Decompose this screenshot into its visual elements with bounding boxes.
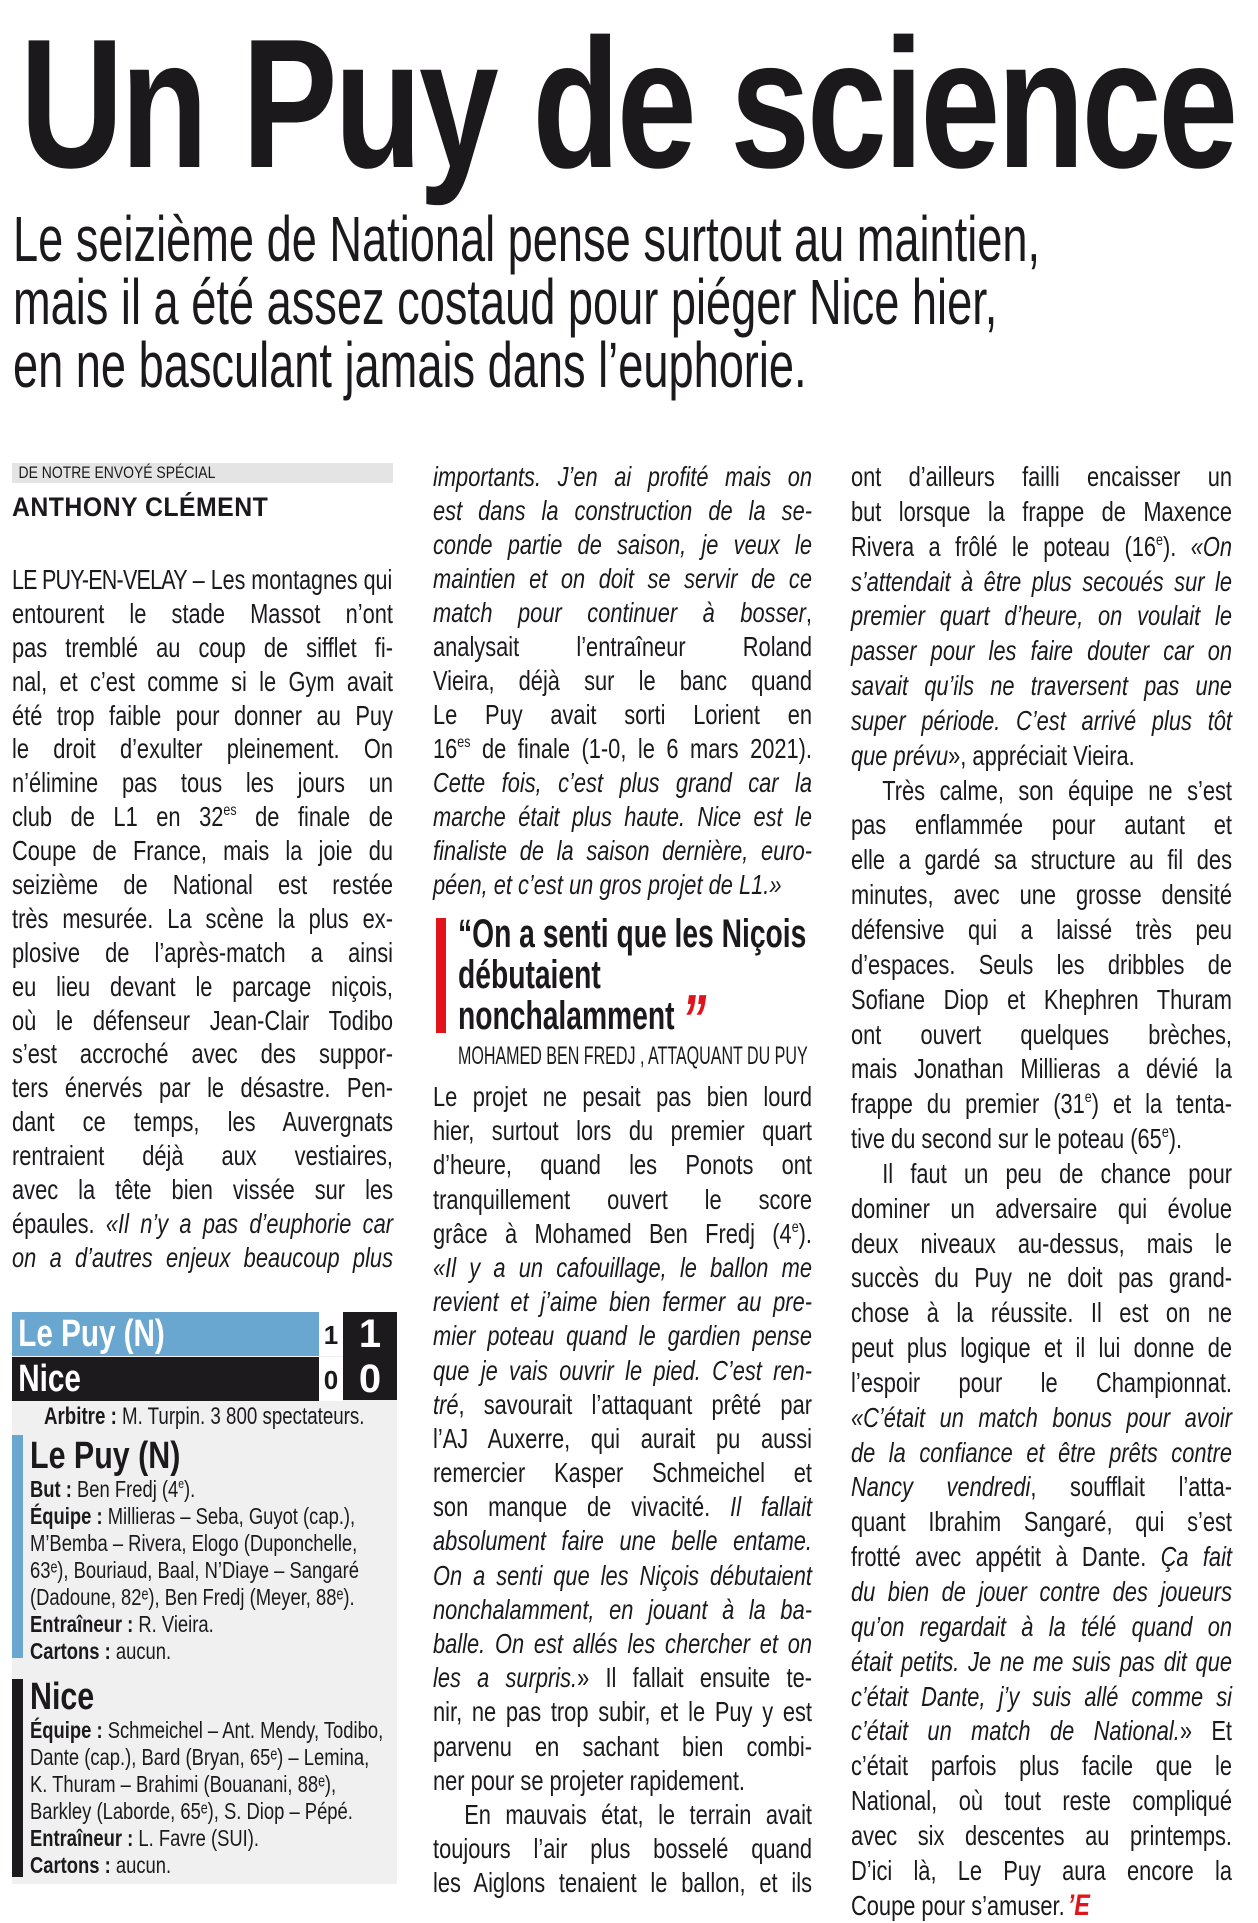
- text-segment: ).: [1168, 1123, 1183, 1155]
- team-line: [30, 1717, 384, 1744]
- text-segment: entourent le stade Massot n’ont: [12, 597, 393, 629]
- team-line: (Dadoune, 82ᵉ), Ben Fredj (Meyer, 88ᵉ).: [30, 1584, 355, 1610]
- text-segment: que je vais ouvrir le pied. C’est ren-: [433, 1354, 812, 1386]
- pull-quote-bar: [436, 918, 446, 1033]
- away-lineup-title: Nice: [30, 1676, 95, 1718]
- text-line: [851, 878, 1232, 913]
- goal-end: ).: [184, 1476, 196, 1502]
- superscript: e: [1084, 1089, 1092, 1107]
- text-segment: peut plus logique et il lui donne de: [851, 1332, 1232, 1364]
- text-segment: Nancy vendredi: [851, 1471, 1031, 1503]
- text-line: [851, 1018, 1232, 1053]
- text-segment: Rivera a frôlé le poteau (16: [851, 530, 1157, 562]
- superscript: e: [1156, 531, 1163, 549]
- home-lineup-title: Le Puy (N): [30, 1435, 181, 1477]
- text-segment: nir, ne pas trop subir, et le Puy y est: [433, 1696, 812, 1728]
- text-segment: c’était Dante, j’y suis allé comme si: [851, 1680, 1232, 1712]
- text-line: [851, 1227, 1232, 1262]
- text-segment: Très calme, son équipe ne s’est: [882, 774, 1232, 806]
- text-segment: deux niveaux au-dessus, mais le: [851, 1227, 1232, 1259]
- text-line: [433, 1148, 812, 1182]
- text-segment: avec la tête bien vissée sur les: [12, 1174, 393, 1206]
- text-segment: passer pour les faire douter car on: [851, 635, 1232, 667]
- text-line: [12, 766, 393, 800]
- text-line: [851, 843, 1232, 878]
- text-line: [433, 1251, 812, 1285]
- text-segment: marche était plus haute. Nice est le: [433, 801, 812, 832]
- text-segment: «C’était un match bonus pour avoir: [851, 1401, 1232, 1433]
- text-segment: mais Jonathan Millieras a dévié la: [851, 1053, 1232, 1085]
- text-line: [12, 834, 393, 868]
- text-line: [851, 1087, 1232, 1122]
- text-line: [433, 1627, 812, 1661]
- referee-text: M. Turpin. 3 800 spectateurs.: [116, 1403, 365, 1430]
- text-line: [433, 766, 812, 800]
- text-segment: conde partie de saison, je veux le: [433, 529, 812, 560]
- text-segment: qu’on regardait à la télé quand on: [851, 1610, 1232, 1642]
- referee-line: [44, 1403, 364, 1431]
- text-segment: frotté avec appétit à Dante.: [851, 1541, 1161, 1573]
- text-line: [433, 1422, 812, 1456]
- text-segment: de la confiance et être prêts contre: [851, 1436, 1232, 1468]
- text-line: [433, 562, 812, 596]
- text-segment: ,: [805, 597, 812, 628]
- text-segment: très mesurée. La scène la plus ex-: [12, 902, 393, 934]
- text-segment: elle a gardé sa structure au fil des: [851, 844, 1232, 876]
- text-line: [851, 634, 1232, 669]
- superscript: es: [457, 734, 471, 751]
- article-column-3: [851, 460, 1258, 1923]
- text-segment: ) et la tenta-: [1091, 1088, 1233, 1120]
- deck-line: mais il a été assez costaud pour piéger Nice hier,: [13, 266, 998, 338]
- text-segment: c’était un match de National.: [851, 1715, 1180, 1747]
- text-segment: En mauvais état, le terrain avait: [464, 1798, 812, 1830]
- text-segment: d’espaces. Seuls les dribbles de: [851, 948, 1232, 980]
- text-segment: but lorsque la frappe de Maxence: [851, 495, 1232, 527]
- text-line: [851, 1157, 1232, 1192]
- text-segment: était petits. Je ne me suis pas dit que: [851, 1645, 1232, 1677]
- text-line: [851, 1366, 1232, 1401]
- text-segment: avec six descentes au printemps.: [851, 1819, 1232, 1851]
- text-line: [851, 669, 1232, 704]
- text-line: [433, 1695, 812, 1729]
- home-team-color-bar: [12, 1435, 23, 1658]
- superscript: e: [791, 1218, 799, 1236]
- text-segment: – Les montagnes qui: [186, 564, 393, 595]
- text-line: [851, 1784, 1232, 1819]
- coach-label: Entraîneur :: [30, 1611, 134, 1637]
- text-segment: » Il fallait ensuite te-: [577, 1662, 812, 1694]
- text-line: [851, 1645, 1232, 1680]
- home-team-name: Le Puy (N): [18, 1313, 165, 1355]
- goal-text: Ben Fredj (4: [71, 1476, 179, 1502]
- text-segment: ont d’ailleurs failli encaisser un: [851, 461, 1232, 492]
- team-text: Schmeichel – Ant. Mendy, Todibo,: [102, 1717, 384, 1743]
- text-segment: «On: [1190, 530, 1232, 562]
- text-segment: de finale (1-0, le 6 mars 2021).: [470, 733, 812, 764]
- text-line: [433, 1217, 812, 1251]
- text-line: [12, 1139, 393, 1173]
- text-line: [12, 1071, 393, 1105]
- deck-line: Le seizième de National pense surtout au maintien,: [13, 203, 1041, 275]
- text-segment: s’est accroché avec des suppor-: [12, 1038, 393, 1070]
- text-segment: premier quart d’heure, on voulait le: [851, 600, 1232, 632]
- text-line: [433, 1388, 812, 1422]
- text-segment: match pour continuer à bosser: [433, 597, 806, 628]
- text-segment: club de L1 en 32: [12, 801, 224, 833]
- text-segment: , soufflait l’atta-: [1030, 1471, 1232, 1503]
- text-segment: Il fallait: [730, 1491, 812, 1523]
- cards-line: [30, 1852, 318, 1879]
- cards-text: aucun.: [110, 1638, 172, 1664]
- text-line: [12, 1037, 393, 1071]
- text-segment: frappe du premier (31: [851, 1088, 1085, 1120]
- home-final-score: 1: [358, 1312, 382, 1356]
- text-line: [433, 732, 812, 766]
- text-line: [433, 596, 812, 630]
- away-final-score: 0: [358, 1357, 382, 1401]
- text-line: [851, 1505, 1232, 1540]
- pull-quote-line: débutaient: [458, 953, 601, 997]
- text-line: [433, 1354, 812, 1388]
- coach-text: L. Favre (SUI).: [133, 1825, 260, 1851]
- text-segment: Il faut un peu de chance pour: [882, 1157, 1232, 1189]
- text-segment: nonchalamment, en jouant à la ba-: [433, 1593, 812, 1625]
- text-segment: balle. On est allés les chercher et on: [433, 1628, 812, 1659]
- text-segment: hier, surtout lors du premier quart: [433, 1115, 812, 1147]
- goal-label: But :: [30, 1476, 72, 1502]
- text-segment: ont ouvert quelques brèches,: [851, 1018, 1232, 1050]
- text-segment: minutes, avec une grosse densité: [851, 879, 1232, 911]
- text-segment: «Il n’y a pas d’euphorie car: [105, 1207, 394, 1239]
- text-segment: été trop faible pour donner au Puy: [12, 699, 393, 731]
- team-line: K. Thuram – Brahimi (Bouanani, 88ᵉ),: [30, 1771, 337, 1797]
- text-segment: ).: [798, 1217, 812, 1249]
- text-segment: l’AJ Auxerre, qui aurait pu aussi: [433, 1422, 812, 1454]
- text-line: [851, 1470, 1232, 1505]
- text-segment: maintien et on doit se servir de ce: [433, 563, 812, 594]
- team-line: [30, 1503, 356, 1530]
- coach-text: R. Vieira.: [133, 1611, 214, 1637]
- text-line: [851, 1610, 1232, 1645]
- text-segment: «Il y a un cafouillage, le ballon me: [433, 1251, 812, 1283]
- text-line: [12, 732, 393, 766]
- deck-line: en ne basculant jamais dans l’euphorie.: [13, 329, 807, 401]
- team-line: M’Bemba – Rivera, Elogo (Duponchelle,: [30, 1530, 358, 1556]
- text-line: [12, 902, 393, 936]
- pull-quote-line: “On a senti que les Niçois: [458, 912, 807, 956]
- text-segment: Le projet ne pesait pas bien lourd: [433, 1081, 812, 1112]
- text-segment: tranquillement ouvert le score: [433, 1183, 812, 1215]
- text-line: [433, 1285, 812, 1319]
- coach-label: Entraîneur :: [30, 1825, 134, 1851]
- text-line: [433, 664, 812, 698]
- text-segment: Vieira, déjà sur le banc quand: [433, 665, 812, 696]
- text-segment: Coupe pour s’amuser.: [851, 1889, 1065, 1921]
- text-line: [433, 1114, 812, 1148]
- text-line: [851, 1854, 1232, 1889]
- text-segment: savait qu’ils ne traversent pas une: [851, 670, 1232, 702]
- text-line: [851, 1331, 1232, 1366]
- text-line: [12, 631, 393, 665]
- text-line: [12, 970, 393, 1004]
- text-line: [433, 1490, 812, 1524]
- text-line: [433, 1524, 812, 1558]
- text-line: [12, 1004, 393, 1038]
- text-segment: toujours l’air plus bosselé quand: [433, 1833, 812, 1865]
- text-line: [433, 630, 812, 664]
- text-line: [12, 665, 393, 699]
- text-line: [12, 563, 393, 597]
- text-segment: où le défenseur Jean-Clair Todibo: [12, 1004, 393, 1036]
- away-team-color-bar: [12, 1679, 23, 1877]
- text-segment: ).: [1162, 530, 1191, 562]
- text-segment: est dans la construction de la se-: [433, 495, 812, 526]
- text-line: [851, 1052, 1232, 1087]
- away-halftime-score: 0: [319, 1357, 343, 1401]
- cards-text: aucun.: [110, 1852, 172, 1878]
- text-segment: importants. J’en ai profité mais on: [433, 461, 812, 492]
- text-segment: dant ce temps, les Auvergnats: [12, 1106, 393, 1138]
- byline-author: ANTHONY CLÉMENT: [12, 492, 269, 522]
- home-halftime-score: 1: [319, 1312, 343, 1356]
- text-segment: super période. C’est arrivé plus tôt: [851, 704, 1232, 736]
- cards-line: [30, 1638, 318, 1665]
- text-segment: Coupe de France, mais la joie du: [12, 835, 393, 867]
- text-line: [851, 460, 1232, 495]
- text-segment: on a d’autres enjeux beaucoup plus: [12, 1241, 393, 1273]
- text-line: [851, 774, 1232, 809]
- text-line: [12, 1173, 393, 1207]
- text-line: [851, 1819, 1232, 1854]
- text-segment: son manque de vivacité.: [433, 1491, 731, 1523]
- text-segment: tré: [433, 1388, 459, 1420]
- text-line: [433, 698, 812, 732]
- text-segment: National, où tout reste compliqué: [851, 1785, 1232, 1817]
- text-line: [851, 1749, 1232, 1784]
- text-segment: eu lieu devant le parcage niçois,: [12, 970, 393, 1002]
- text-line: [433, 460, 812, 494]
- away-team-name: Nice: [18, 1358, 81, 1400]
- text-segment: ters énervés par le désastre. Pen-: [12, 1072, 393, 1104]
- score-row-away: [12, 1357, 319, 1401]
- text-line: [851, 1122, 1232, 1157]
- text-segment: les Aiglons tenaient le ballon, et ils: [433, 1867, 812, 1899]
- text-line: [433, 1593, 812, 1627]
- text-segment: On a senti que les Niçois débutaient: [433, 1559, 812, 1591]
- text-line: [851, 565, 1232, 600]
- text-line: [433, 1559, 812, 1593]
- team-text: Millieras – Seba, Guyot (cap.),: [102, 1503, 356, 1529]
- text-line: [433, 1183, 812, 1217]
- article-column-1: [12, 563, 500, 1275]
- text-line: [12, 1105, 393, 1139]
- text-segment: n’élimine pas tous les jours un: [12, 767, 393, 799]
- text-segment: parvenu en sachant bien combi-: [433, 1730, 812, 1762]
- text-line: [433, 1866, 812, 1900]
- text-segment: 16: [433, 733, 458, 764]
- text-line: [851, 495, 1232, 530]
- text-segment: s’attendait à être plus secoués sur le: [851, 565, 1232, 597]
- pull-quote-line: nonchalamment: [458, 994, 675, 1038]
- lequipe-end-mark-icon: ’E: [1067, 1888, 1090, 1922]
- text-segment: revient et j’aime bien fermer au pre-: [433, 1286, 812, 1318]
- text-segment: dominer un adversaire qui évolue: [851, 1192, 1232, 1224]
- text-segment: rentraient déjà aux vestiaires,: [12, 1140, 393, 1172]
- text-segment: remercier Kasper Schmeichel et: [433, 1457, 812, 1489]
- text-line: [12, 699, 393, 733]
- text-line: [433, 1319, 812, 1353]
- text-segment: nal, et c’est comme si le Gym avait: [12, 665, 393, 697]
- text-line: [433, 1661, 812, 1695]
- text-segment: tive du second sur le poteau (65: [851, 1123, 1162, 1155]
- team-label: Équipe :: [30, 1717, 103, 1743]
- text-segment: plosive de l’après-match a ainsi: [12, 936, 393, 968]
- text-line: [851, 1192, 1232, 1227]
- text-line: [851, 913, 1232, 948]
- text-line: [433, 834, 812, 868]
- superscript: es: [223, 802, 237, 820]
- text-segment: » Et: [1179, 1715, 1232, 1747]
- text-line: [433, 494, 812, 528]
- team-line: 63ᵉ), Bouriaud, Baal, N’Diaye – Sangaré: [30, 1557, 360, 1583]
- text-line: [851, 808, 1232, 843]
- away-lineup: [30, 1677, 390, 1879]
- byline-label: DE NOTRE ENVOYÉ SPÉCIAL: [18, 463, 216, 482]
- text-line: [433, 528, 812, 562]
- goal-sup: e: [178, 1476, 185, 1491]
- text-line: [851, 1575, 1232, 1610]
- team-line: Barkley (Laborde, 65ᵉ), S. Diop – Pépé.: [30, 1798, 353, 1824]
- referee-label: Arbitre :: [44, 1403, 117, 1430]
- score-row-home: [12, 1312, 319, 1356]
- text-line: [433, 1764, 812, 1798]
- team-line: Dante (cap.), Bard (Bryan, 65ᵉ) – Lemina,: [30, 1744, 370, 1770]
- text-line: [433, 868, 812, 902]
- home-lineup: [30, 1436, 390, 1665]
- text-segment: péen, et c’est un gros projet de L1.»: [433, 869, 782, 900]
- text-line: [851, 1680, 1232, 1715]
- text-line: [851, 1889, 1232, 1923]
- text-line: [12, 800, 393, 834]
- text-line: [851, 1436, 1232, 1471]
- text-line: [12, 1241, 393, 1275]
- text-segment: ner pour se projeter rapidement.: [433, 1764, 745, 1796]
- team-label: Équipe :: [30, 1503, 103, 1529]
- text-segment: Cette fois, c’est plus grand car la: [433, 767, 812, 798]
- text-segment: du bien de jouer contre des joueurs: [851, 1576, 1232, 1607]
- text-segment: épaules.: [12, 1207, 106, 1239]
- text-line: [433, 1080, 812, 1114]
- text-segment: l’espoir pour le Championnat.: [851, 1366, 1232, 1398]
- text-line: [433, 1730, 812, 1764]
- text-segment: mier poteau quand le gardien pense: [433, 1320, 812, 1352]
- text-line: [12, 1207, 393, 1241]
- text-line: [433, 1456, 812, 1490]
- text-line: [851, 1401, 1232, 1436]
- text-segment: LE PUY-EN-VELAY: [12, 564, 187, 595]
- text-segment: le droit d’exulter pleinement. On: [12, 733, 393, 765]
- text-segment: absolument faire une belle entame.: [433, 1525, 812, 1557]
- superscript: e: [1161, 1124, 1169, 1142]
- text-segment: , savourait l’attaquant prêté par: [458, 1388, 812, 1420]
- text-segment: Le Puy avait sorti Lorient en: [433, 699, 812, 730]
- text-segment: quant Ibrahim Sangaré, qui s’est: [851, 1506, 1232, 1538]
- text-line: [851, 1296, 1232, 1331]
- pull-quote: “On a senti que les Niçois débutaient nonchalamment ”: [458, 912, 807, 1058]
- text-segment: finaliste de la saison dernière, euro-: [433, 835, 812, 866]
- text-line: [851, 1714, 1232, 1749]
- coach-line: [30, 1611, 318, 1638]
- text-segment: c’était parfois plus facile que le: [851, 1750, 1232, 1782]
- pull-quote-attribution: MOHAMED BEN FREDJ , ATTAQUANT DU PUY: [458, 1042, 808, 1070]
- article-column-2-bottom: [433, 1080, 919, 1901]
- text-segment: d’heure, quand les Ponots ont: [433, 1149, 812, 1181]
- text-line: [433, 1798, 812, 1832]
- text-line: [12, 597, 393, 631]
- text-line: [851, 530, 1232, 565]
- text-segment: Ça fait: [1160, 1541, 1232, 1573]
- text-segment: défensive qui a laissé très peu: [851, 913, 1232, 945]
- text-line: [12, 868, 393, 902]
- text-segment: pas enflammée pour autant et: [851, 809, 1232, 841]
- text-segment: pas tremblé au coup de sifflet fi-: [12, 631, 393, 663]
- text-line: [851, 739, 1232, 774]
- text-segment: que prévu: [851, 739, 949, 771]
- article-column-2-top: [433, 460, 919, 902]
- cards-label: Cartons :: [30, 1638, 111, 1664]
- headline: Un Puy de science: [20, 0, 1235, 206]
- text-line: [851, 1540, 1232, 1575]
- text-segment: Sofiane Diop et Khephren Thuram: [851, 983, 1232, 1015]
- text-line: [851, 599, 1232, 634]
- text-line: [12, 936, 393, 970]
- text-line: [851, 948, 1232, 983]
- text-segment: analysait l’entraîneur Roland: [433, 631, 812, 662]
- text-segment: », appréciait Vieira.: [948, 739, 1135, 771]
- coach-line: [30, 1825, 318, 1852]
- text-line: [433, 800, 812, 834]
- text-segment: succès du Puy ne doit pas grand-: [851, 1262, 1232, 1294]
- text-line: [851, 1261, 1232, 1296]
- text-segment: seizième de National est restée: [12, 869, 393, 901]
- text-line: [433, 1832, 812, 1866]
- text-line: [851, 704, 1232, 739]
- text-segment: chose à la réussite. Il est on ne: [851, 1297, 1232, 1329]
- text-line: [851, 983, 1232, 1018]
- text-segment: les a surpris.: [433, 1662, 578, 1694]
- text-segment: D’ici là, Le Puy aura encore la: [851, 1854, 1232, 1886]
- goal-line: [30, 1476, 318, 1503]
- text-segment: de finale de: [236, 801, 393, 833]
- cards-label: Cartons :: [30, 1852, 111, 1878]
- text-segment: grâce à Mohamed Ben Fredj (4: [433, 1217, 792, 1249]
- byline-label-band: [12, 463, 393, 483]
